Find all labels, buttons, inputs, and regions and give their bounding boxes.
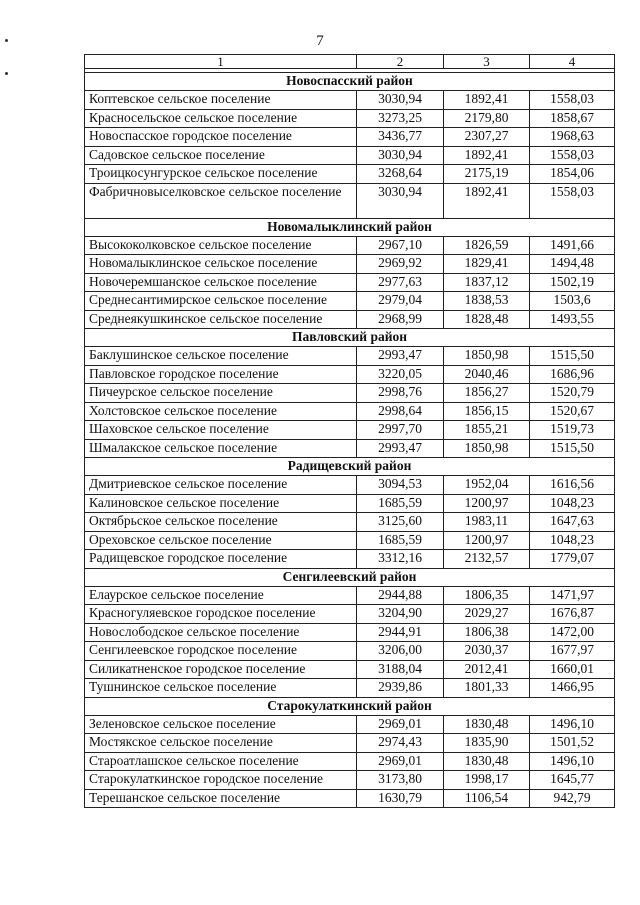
column-header-1: 1 [85, 55, 357, 69]
value-col2-cell: 3206,00 [357, 642, 444, 661]
value-col4-cell: 1677,97 [530, 642, 615, 661]
value-col2-cell: 2944,88 [357, 586, 444, 605]
value-col4-cell: 1968,63 [530, 128, 615, 147]
value-col3-cell: 1806,38 [444, 623, 530, 642]
value-col2-cell: 3030,94 [357, 183, 444, 218]
value-col4-cell: 1493,55 [530, 310, 615, 329]
value-col4-cell: 1515,50 [530, 439, 615, 458]
value-col4-cell: 1520,79 [530, 384, 615, 403]
value-col4-cell: 1501,52 [530, 734, 615, 753]
table-row [85, 384, 615, 403]
settlement-name-cell: Старокулаткинское городское поселение [85, 771, 357, 790]
value-col2-cell: 2968,99 [357, 310, 444, 329]
settlement-name-cell: Новоспасское городское поселение [85, 128, 357, 147]
value-col4-cell: 1558,03 [530, 91, 615, 110]
value-col3-cell: 1829,41 [444, 255, 530, 274]
value-col4-cell: 1494,48 [530, 255, 615, 274]
district-header [85, 458, 615, 476]
value-col2-cell: 2977,63 [357, 273, 444, 292]
value-col3-cell: 1983,11 [444, 513, 530, 532]
value-col3-cell: 2030,37 [444, 642, 530, 661]
table-row [85, 146, 615, 165]
value-col3-cell: 1830,48 [444, 752, 530, 771]
table-row [85, 165, 615, 184]
settlement-name-cell: Фабричновыселковское сельское поселение [85, 183, 357, 218]
table-row [85, 642, 615, 661]
table-row [85, 476, 615, 495]
value-col3-cell: 2307,27 [444, 128, 530, 147]
value-col3-cell: 1998,17 [444, 771, 530, 790]
value-col3-cell: 1106,54 [444, 789, 530, 808]
value-col4-cell: 1515,50 [530, 347, 615, 366]
value-col2-cell: 2967,10 [357, 236, 444, 255]
value-col2-cell: 3030,94 [357, 146, 444, 165]
value-col3-cell: 1850,98 [444, 439, 530, 458]
settlement-name-cell: Радищевское городское поселение [85, 550, 357, 569]
table-row [85, 347, 615, 366]
table-row [85, 365, 615, 384]
district-header [85, 73, 615, 91]
settlement-name-cell: Терешанское сельское поселение [85, 789, 357, 808]
settlement-name-cell: Среднеякушкинское сельское поселение [85, 310, 357, 329]
table-row [85, 531, 615, 550]
table-row [85, 679, 615, 698]
value-col3-cell: 1856,15 [444, 402, 530, 421]
table-row [85, 715, 615, 734]
settlement-name-cell: Троицкосунгурское сельское поселение [85, 165, 357, 184]
value-col4-cell: 1520,67 [530, 402, 615, 421]
settlement-name-cell: Новомалыклинское сельское поселение [85, 255, 357, 274]
settlement-name-cell: Шаховское сельское поселение [85, 421, 357, 440]
value-col4-cell: 1676,87 [530, 605, 615, 624]
table-row [85, 494, 615, 513]
value-col2-cell: 3030,94 [357, 91, 444, 110]
table-row [85, 439, 615, 458]
value-col2-cell: 2993,47 [357, 347, 444, 366]
district-header [85, 218, 615, 236]
value-col4-cell: 1660,01 [530, 660, 615, 679]
value-col2-cell: 3173,80 [357, 771, 444, 790]
value-col2-cell: 1630,79 [357, 789, 444, 808]
value-col3-cell: 2175,19 [444, 165, 530, 184]
value-col4-cell: 1645,77 [530, 771, 615, 790]
value-col3-cell: 1806,35 [444, 586, 530, 605]
value-col2-cell: 2998,76 [357, 384, 444, 403]
table-row [85, 605, 615, 624]
settlement-name-cell: Староатлашское сельское поселение [85, 752, 357, 771]
settlement-name-cell: Баклушинское сельское поселение [85, 347, 357, 366]
value-col4-cell: 942,79 [530, 789, 615, 808]
value-col3-cell: 2040,46 [444, 365, 530, 384]
value-col2-cell: 3204,90 [357, 605, 444, 624]
settlement-name-cell: Шмалакское сельское поселение [85, 439, 357, 458]
district-header [85, 697, 615, 715]
value-col2-cell: 3220,05 [357, 365, 444, 384]
value-col2-cell: 3312,16 [357, 550, 444, 569]
value-col3-cell: 1835,90 [444, 734, 530, 753]
value-col4-cell: 1472,00 [530, 623, 615, 642]
value-col2-cell: 3188,04 [357, 660, 444, 679]
settlement-name-cell: Красносельское сельское поселение [85, 109, 357, 128]
value-col3-cell: 2179,80 [444, 109, 530, 128]
column-header-4: 4 [530, 55, 615, 69]
settlement-name-cell: Высококолковское сельское поселение [85, 236, 357, 255]
column-header-2: 2 [357, 55, 444, 69]
value-col2-cell: 2997,70 [357, 421, 444, 440]
settlement-name-cell: Тушнинское сельское поселение [85, 679, 357, 698]
value-col2-cell: 3125,60 [357, 513, 444, 532]
district-name: Павловский район [85, 329, 615, 347]
value-col3-cell: 1838,53 [444, 292, 530, 311]
table-row [85, 421, 615, 440]
settlement-name-cell: Новочеремшанское сельское поселение [85, 273, 357, 292]
value-col4-cell: 1048,23 [530, 531, 615, 550]
value-col4-cell: 1502,19 [530, 273, 615, 292]
table-row [85, 586, 615, 605]
table-row [85, 255, 615, 274]
value-col4-cell: 1616,56 [530, 476, 615, 495]
settlement-name-cell: Красногуляевское городское поселение [85, 605, 357, 624]
settlement-name-cell: Сенгилеевское городское поселение [85, 642, 357, 661]
value-col4-cell: 1558,03 [530, 146, 615, 165]
district-name: Новомалыклинский район [85, 218, 615, 236]
page-number: 7 [316, 33, 324, 49]
settlement-name-cell: Новослободское сельское поселение [85, 623, 357, 642]
table-row [85, 236, 615, 255]
settlement-name-cell: Калиновское сельское поселение [85, 494, 357, 513]
value-col4-cell: 1779,07 [530, 550, 615, 569]
value-col3-cell: 1892,41 [444, 91, 530, 110]
district-header [85, 329, 615, 347]
value-col3-cell: 1826,59 [444, 236, 530, 255]
settlement-name-cell: Елаурское сельское поселение [85, 586, 357, 605]
margin-mark-2 [5, 72, 8, 75]
value-col3-cell: 1200,97 [444, 531, 530, 550]
value-col4-cell: 1686,96 [530, 365, 615, 384]
settlement-name-cell: Зеленовское сельское поселение [85, 715, 357, 734]
value-col4-cell: 1471,97 [530, 586, 615, 605]
value-col3-cell: 2012,41 [444, 660, 530, 679]
value-col4-cell: 1519,73 [530, 421, 615, 440]
district-name: Радищевский район [85, 458, 615, 476]
table-row [85, 128, 615, 147]
settlement-name-cell: Ореховское сельское поселение [85, 531, 357, 550]
value-col2-cell: 2993,47 [357, 439, 444, 458]
district-header [85, 568, 615, 586]
value-col3-cell: 1850,98 [444, 347, 530, 366]
value-col3-cell: 1801,33 [444, 679, 530, 698]
settlement-name-cell: Среднесантимирское сельское поселение [85, 292, 357, 311]
value-col2-cell: 2939,86 [357, 679, 444, 698]
table-row [85, 183, 615, 218]
table-row [85, 550, 615, 569]
value-col4-cell: 1496,10 [530, 752, 615, 771]
value-col3-cell: 1952,04 [444, 476, 530, 495]
table-row [85, 789, 615, 808]
settlement-name-cell: Мостякское сельское поселение [85, 734, 357, 753]
value-col2-cell: 2969,01 [357, 752, 444, 771]
table-row [85, 771, 615, 790]
district-name: Новоспасский район [85, 73, 615, 91]
settlement-name-cell: Октябрьское сельское поселение [85, 513, 357, 532]
value-col3-cell: 1837,12 [444, 273, 530, 292]
table-row [85, 402, 615, 421]
value-col3-cell: 1200,97 [444, 494, 530, 513]
table-row [85, 660, 615, 679]
table-body [85, 55, 615, 808]
value-col4-cell: 1647,63 [530, 513, 615, 532]
settlement-name-cell: Пичеурское сельское поселение [85, 384, 357, 403]
value-col4-cell: 1503,6 [530, 292, 615, 311]
value-col3-cell: 1828,48 [444, 310, 530, 329]
value-col4-cell: 1558,03 [530, 183, 615, 218]
value-col3-cell: 2132,57 [444, 550, 530, 569]
value-col2-cell: 3094,53 [357, 476, 444, 495]
settlement-name-cell: Холстовское сельское поселение [85, 402, 357, 421]
value-col3-cell: 1830,48 [444, 715, 530, 734]
value-col3-cell: 1855,21 [444, 421, 530, 440]
value-col2-cell: 2969,92 [357, 255, 444, 274]
value-col2-cell: 3268,64 [357, 165, 444, 184]
value-col4-cell: 1048,23 [530, 494, 615, 513]
value-col2-cell: 2944,91 [357, 623, 444, 642]
district-name: Сенгилеевский район [85, 568, 615, 586]
value-col2-cell: 1685,59 [357, 531, 444, 550]
value-col3-cell: 1892,41 [444, 146, 530, 165]
value-col4-cell: 1491,66 [530, 236, 615, 255]
value-col3-cell: 2029,27 [444, 605, 530, 624]
value-col2-cell: 3436,77 [357, 128, 444, 147]
table-row [85, 91, 615, 110]
table-row [85, 109, 615, 128]
table-row [85, 273, 615, 292]
table-row [85, 292, 615, 311]
settlement-name-cell: Коптевское сельское поселение [85, 91, 357, 110]
table-row [85, 752, 615, 771]
value-col2-cell: 1685,59 [357, 494, 444, 513]
table-row [85, 623, 615, 642]
value-col2-cell: 2998,64 [357, 402, 444, 421]
column-header-row [85, 55, 615, 69]
table-row [85, 310, 615, 329]
value-col4-cell: 1466,95 [530, 679, 615, 698]
settlement-name-cell: Силикатненское городское поселение [85, 660, 357, 679]
value-col3-cell: 1856,27 [444, 384, 530, 403]
value-col2-cell: 2974,43 [357, 734, 444, 753]
settlement-name-cell: Садовское сельское поселение [85, 146, 357, 165]
settlement-name-cell: Павловское городское поселение [85, 365, 357, 384]
district-name: Старокулаткинский район [85, 697, 615, 715]
column-header-3: 3 [444, 55, 530, 69]
value-col4-cell: 1858,67 [530, 109, 615, 128]
table-row [85, 734, 615, 753]
value-col2-cell: 2969,01 [357, 715, 444, 734]
value-col4-cell: 1496,10 [530, 715, 615, 734]
value-col4-cell: 1854,06 [530, 165, 615, 184]
value-col2-cell: 2979,04 [357, 292, 444, 311]
value-col3-cell: 1892,41 [444, 183, 530, 218]
settlement-name-cell: Дмитриевское сельское поселение [85, 476, 357, 495]
table-row [85, 513, 615, 532]
value-col2-cell: 3273,25 [357, 109, 444, 128]
data-table [84, 54, 615, 808]
